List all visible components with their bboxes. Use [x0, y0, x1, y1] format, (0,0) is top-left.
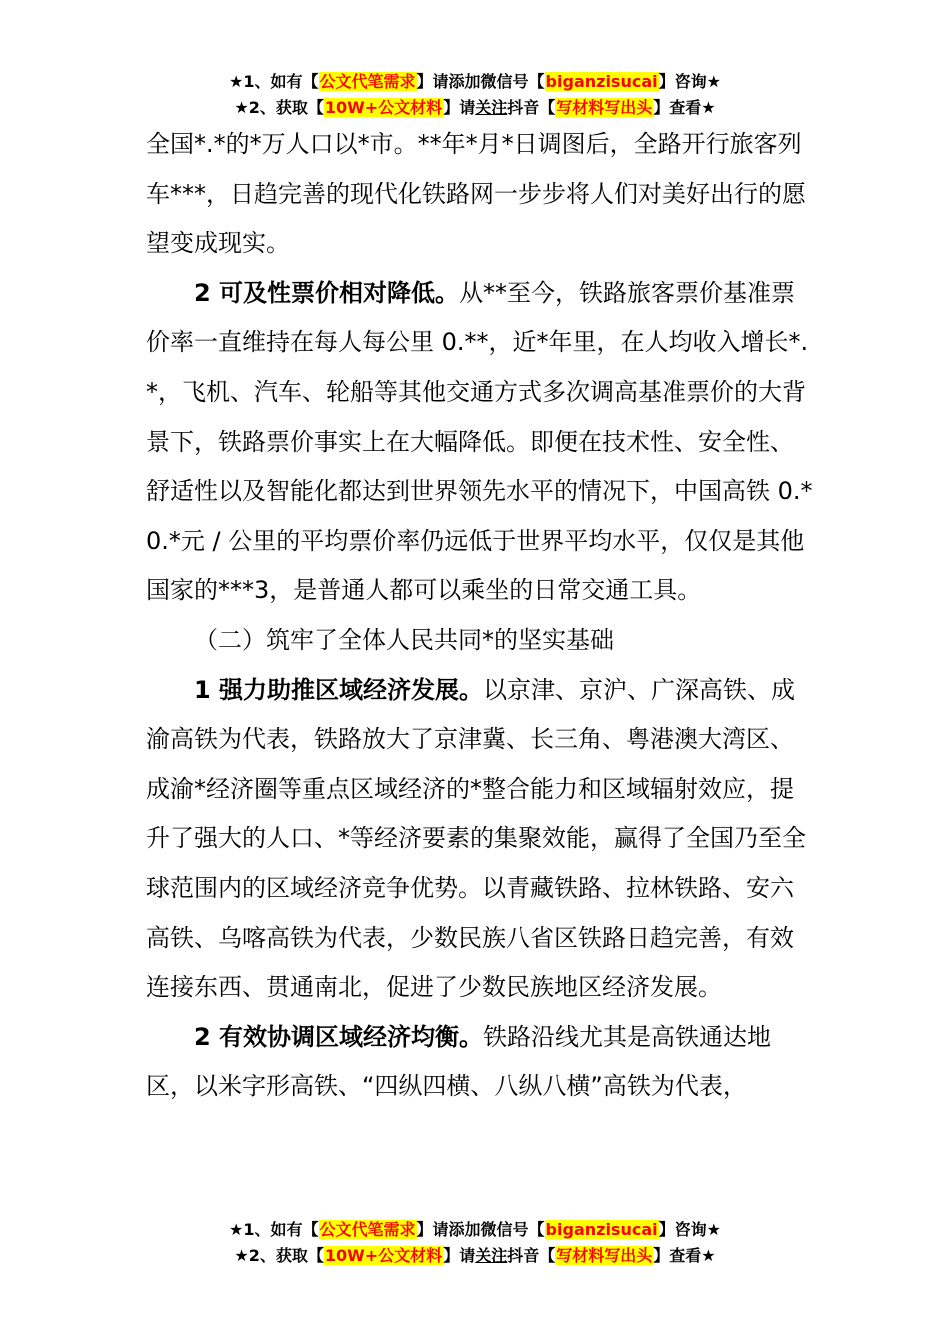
paragraph-text: 以京津、京沪、广深高铁、成渝高铁为代表，铁路放大了京津冀、长三角、粤港澳大湾区、成渝*经济圈等重点区域经济的*整合能力和区域辐射效应，提升了强大的人口、*等经济要素的集聚效能，赢得了全国乃至全球范围内的区域经济竞争优势。以青藏铁路、拉林铁路、安六高铁、乌喀高铁为代表，少数民族八省区铁路日趋完善，有效连接东西、贯通南北，促进了少数民族地区经济发展。: [146, 675, 806, 1002]
document-body: [146, 120, 816, 1112]
banner-highlight: biganzisucai: [545, 72, 658, 91]
banner-highlight: 公文代笔需求: [319, 72, 416, 91]
banner-text: 】查看★: [653, 1246, 716, 1265]
banner-text: 】查看★: [653, 98, 716, 117]
paragraph-3: [146, 666, 816, 1013]
banner-highlight: biganzisucai: [545, 1220, 658, 1239]
banner-text: ★2、获取【: [234, 1246, 324, 1265]
banner-text: 】请: [443, 98, 476, 117]
banner-text: 】请添加: [416, 72, 481, 91]
paragraph-4: [146, 1013, 816, 1112]
paragraph-text: 铁路沿线尤其是高铁通达地区，以米字形高铁、“四纵四横、八纵八横”高铁为代表，: [146, 1022, 772, 1101]
banner-highlight: 写材料写出头: [556, 98, 653, 117]
banner-text: ★1、如有【: [229, 1220, 319, 1239]
banner-highlight: 10W+公文材料: [324, 1246, 443, 1265]
footer-banner: [0, 1217, 950, 1269]
banner-text: ★2、获取【: [234, 98, 324, 117]
banner-line-1: [0, 1217, 950, 1243]
banner-line-2: [0, 1243, 950, 1269]
header-banner: [0, 69, 950, 121]
banner-highlight: 公文代笔需求: [319, 1220, 416, 1239]
banner-text: 】咨询★: [658, 1220, 721, 1239]
paragraph-lead: 1 强力助推区域经济发展。: [194, 675, 484, 704]
banner-text: 】请添加: [416, 1220, 481, 1239]
banner-highlight: 10W+公文材料: [324, 98, 443, 117]
banner-text: 抖音【: [507, 98, 556, 117]
banner-text: 】咨询★: [658, 72, 721, 91]
section-heading: （二）筑牢了全体人民共同*的坚实基础: [194, 625, 614, 654]
banner-underlined: 关注: [475, 1246, 508, 1265]
banner-text: 微信号【: [480, 1220, 545, 1239]
paragraph-2: [146, 269, 816, 616]
banner-line-2: [0, 95, 950, 121]
paragraph-1: 全国*.*的*万人口以*市。**年*月*日调图后，全路开行旅客列车***，日趋完善的现代化铁路网一步步将人们对美好出行的愿望变成现实。: [146, 130, 806, 258]
banner-text: 】请: [443, 1246, 476, 1265]
banner-text: 抖音【: [507, 1246, 556, 1265]
paragraph-lead: 2 有效协调区域经济均衡。: [194, 1022, 484, 1051]
banner-text: 微信号【: [480, 72, 545, 91]
paragraph-lead: 2 可及性票价相对降低。: [194, 278, 460, 307]
paragraph-text: 从**至今，铁路旅客票价基准票价率一直维持在每人每公里 0.**，近*年里，在人均收入增长*.*，飞机、汽车、轮船等其他交通方式多次调高基准票价的大背景下，铁路票价事实上在大幅降低。即便在技术性、安全性、舒适性以及智能化都达到世界领先水平的情况下，中国高铁 0.*0.*元 / 公里的平均票价率仍远低于世界平均水平，仅仅是其他国家的***3，是普通人都可以乘坐的日常交通工具。: [146, 278, 813, 605]
banner-text: ★1、如有【: [229, 72, 319, 91]
banner-line-1: [0, 69, 950, 95]
banner-underlined: 关注: [475, 98, 508, 117]
banner-highlight: 写材料写出头: [556, 1246, 653, 1265]
